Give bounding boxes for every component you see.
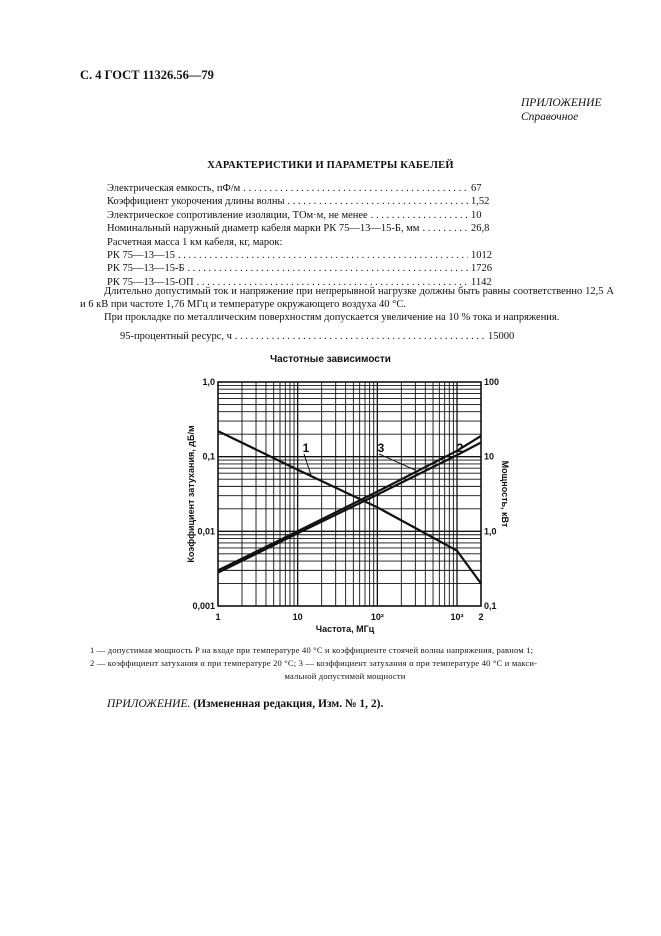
appendix-title: ПРИЛОЖЕНИЕ	[521, 97, 602, 109]
page-header: С. 4 ГОСТ 11326.56—79	[80, 68, 214, 82]
parameter-value: 1,52	[471, 196, 490, 208]
paragraph-metal-surfaces: При прокладке по металлическим поверхностям допускается увеличение на 10 % тока и напряжения.	[104, 312, 560, 323]
y-right-tick-label: 1,0	[484, 526, 497, 537]
parameter-label: Электрическое сопротивление изоляции, ТОм·м, не менее	[107, 209, 368, 221]
parameter-label: РК 75—13—15-ОП	[107, 276, 194, 288]
section-title: ХАРАКТЕРИСТИКИ И ПАРАМЕТРЫ КАБЕЛЕЙ	[207, 160, 454, 171]
resource-label: 95-процентный ресурс, ч	[120, 331, 232, 342]
caption-line-1: 1 — допустимая мощность P на входе при температуре 40 °С и коэффициенте стоячей волны напряжения, равном 1;	[90, 645, 534, 655]
parameter-value: 67	[471, 183, 482, 194]
parameter-value: 1142	[471, 276, 492, 288]
parameter-label: Электрическая емкость, пФ/м	[107, 183, 241, 194]
series-label-3: 3	[377, 441, 385, 455]
x-tick-label: 1	[215, 612, 221, 622]
series-label-2: 2	[456, 441, 464, 455]
paragraph-current-voltage: Длительно допустимый ток и напряжение при непрерывной нагрузке должны быть равны соответственно 12,5 А и 6 кВ при частоте 1,76 МГц и температуре окружающего воздуха 40 °С.	[80, 286, 614, 310]
caption-line-2: 2 — коэффициент затухания α при температуре 20 °С; 3 — коэффициент затухания α при температуре 40 °С и макси-	[90, 658, 538, 668]
amendment-note	[107, 698, 383, 710]
y-left-tick-label: 1,0	[202, 377, 215, 387]
amendment-revision: (Измененная редакция, Изм. № 1, 2).	[193, 698, 384, 710]
caption-line-3: мальной допустимой мощности	[284, 671, 406, 681]
parameter-label: РК 75—13—15-Б	[107, 263, 185, 275]
parameter-label: Расчетная масса 1 км кабеля, кг, марок:	[107, 236, 283, 248]
chart-title: Частотные зависимости	[270, 354, 391, 365]
appendix-subtitle: Справочное	[521, 111, 579, 123]
parameter-label: Коэффициент укорочения длины волны	[107, 196, 285, 208]
parameter-value: 1726	[471, 263, 492, 275]
y-right-tick-label: 100	[484, 377, 500, 387]
x-tick-label: 10³	[450, 612, 464, 622]
parameter-label: РК 75—13—15	[107, 250, 175, 262]
y-left-tick-label: 0,1	[202, 451, 215, 462]
y-right-tick-label: 10	[484, 451, 495, 462]
parameter-label: Номинальный наружный диаметр кабеля марки РК 75—13—15-Б, мм	[107, 223, 420, 235]
series-label-1: 1	[302, 441, 310, 455]
y-axis-left-label: Коэффициент затухания, дБ/м	[186, 425, 196, 563]
x-tick-label: 10	[292, 612, 303, 622]
y-axis-right-label: Мощность, кВт	[500, 460, 510, 528]
y-left-tick-label: 0,01	[197, 526, 215, 537]
resource-value: 15000	[488, 331, 515, 342]
figure-caption	[90, 644, 600, 683]
parameter-value: 1012	[471, 250, 492, 262]
x-axis-label: Частота, МГц	[315, 624, 375, 634]
y-left-tick-label: 0,001	[192, 601, 215, 611]
amendment-appendix: ПРИЛОЖЕНИЕ.	[107, 698, 191, 710]
series-line-2	[218, 443, 481, 573]
y-right-tick-label: 0,1	[484, 601, 497, 611]
parameter-value: 26,8	[471, 223, 490, 235]
x-tick-label: 10²	[370, 612, 384, 622]
x-tick-label: 2	[478, 612, 484, 622]
parameter-value: 10	[471, 209, 482, 221]
